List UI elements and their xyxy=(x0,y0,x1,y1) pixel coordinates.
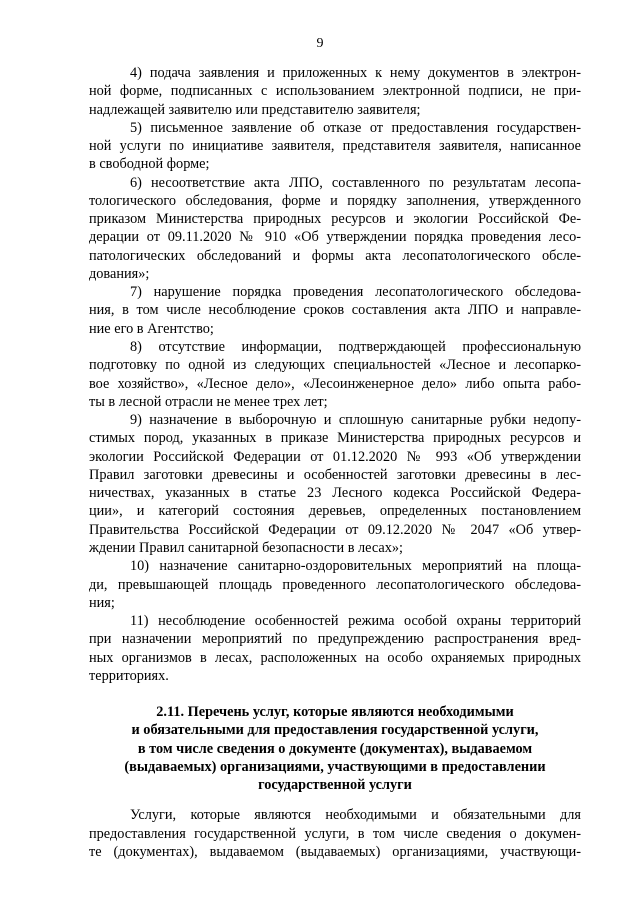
item-8-line-1: 8) отсутствие информации, подтверждающей профессиональную xyxy=(130,339,581,355)
item-9-line-8: ждении Правил санитарной безопасности в лесах»; xyxy=(89,540,403,556)
item-6-line-5: патологических обследований и формы акта лесопатологического обсле- xyxy=(89,248,581,264)
item-9-line-4: Правил заготовки древесины и особенностей заготовки древесины в лес- xyxy=(89,467,581,483)
paragraph-line-1: Услуги, которые являются необходимыми и обязательными для xyxy=(130,807,581,823)
item-11-line-2: при назначении мероприятий по предупреждению распространения вред- xyxy=(89,631,581,647)
item-6-line-4: дерации от 09.11.2020 № 910 «Об утверждении порядка проведения лесо- xyxy=(89,229,581,245)
section-heading-line-1: 2.11. Перечень услуг, которые являются необходимыми xyxy=(156,704,514,720)
item-9-line-6: ции», и категорий состояния деревьев, определенных постановлением xyxy=(89,503,581,519)
item-6-line-1: 6) несоответствие акта ЛПО, составленного по результатам лесопа- xyxy=(130,175,581,191)
paragraph-line-2: предоставления государственной услуги, в том числе сведения о докумен- xyxy=(89,826,581,842)
item-9-line-2: стимых пород, указанных в приказе Министерства природных ресурсов и xyxy=(89,430,581,446)
item-10-line-1: 10) назначение санитарно-оздоровительных мероприятий на площа- xyxy=(130,558,581,574)
section-heading-line-5: государственной услуги xyxy=(258,777,412,793)
item-5-line-3: в свободной форме; xyxy=(89,156,210,172)
item-10-line-2: ди, превышающей площадь проведенного лесопатологического обследова- xyxy=(89,577,581,593)
item-9-line-3: экологии Российской Федерации от 01.12.2020 № 993 «Об утверждении xyxy=(89,449,581,465)
item-7-line-3: ние его в Агентство; xyxy=(89,321,214,337)
item-4-line-3: надлежащей заявителю или представителю заявителя; xyxy=(89,102,421,118)
item-8-line-2: подготовку по одной из следующих специальностей «Лесное и лесопарко- xyxy=(89,357,581,373)
item-5-line-1: 5) письменное заявление об отказе от предоставления государствен- xyxy=(130,120,581,136)
paragraph-line-3: те (документах), выдаваемом (выдаваемых) организациями, участвующи- xyxy=(89,844,581,860)
item-6-line-6: дования»; xyxy=(89,266,150,282)
section-heading-line-2: и обязательными для предоставления государственной услуги, xyxy=(131,722,539,738)
page-number: 9 xyxy=(316,36,324,51)
item-5-line-2: ной услуги по инициативе заявителя, представителя заявителя, написанное xyxy=(89,138,581,154)
item-9-line-7: Правительства Российской Федерации от 09.12.2020 № 2047 «Об утвер- xyxy=(89,522,581,538)
item-7-line-1: 7) нарушение порядка проведения лесопатологического обследова- xyxy=(130,284,581,300)
item-6-line-2: тологического обследования, форме и порядку заполнения, утвержденного xyxy=(89,193,581,209)
item-11-line-4: территориях. xyxy=(89,668,169,684)
item-9-line-5: ничествах, указанных в статье 23 Лесного кодекса Российской Федера- xyxy=(89,485,581,501)
item-9-line-1: 9) назначение в выборочную и сплошную санитарные рубки недопу- xyxy=(130,412,581,428)
section-heading-line-3: в том числе сведения о документе (документах), выдаваемом xyxy=(137,741,533,757)
item-4-line-1: 4) подача заявления и приложенных к нему документов в электрон- xyxy=(130,65,581,81)
item-8-line-4: ты в лесной отрасли не менее трех лет; xyxy=(89,394,328,410)
item-7-line-2: ния, в том числе несоблюдение сроков составления акта ЛПО и направле- xyxy=(89,302,581,318)
item-11-line-1: 11) несоблюдение особенностей режима особой охраны территорий xyxy=(130,613,581,629)
item-11-line-3: ных организмов в лесах, расположенных на особо охраняемых природных xyxy=(89,650,581,666)
item-8-line-3: вое хозяйство», «Лесное дело», «Лесоинженерное дело» либо опыта рабо- xyxy=(89,376,581,392)
section-heading-line-4: (выдаваемых) организациями, участвующими в предоставлении xyxy=(124,759,546,775)
item-4-line-2: ной форме, подписанных с использованием электронной подписи, не при- xyxy=(89,83,581,99)
item-6-line-3: приказом Министерства природных ресурсов и экологии Российской Фе- xyxy=(89,211,581,227)
item-10-line-3: ния; xyxy=(89,595,115,611)
